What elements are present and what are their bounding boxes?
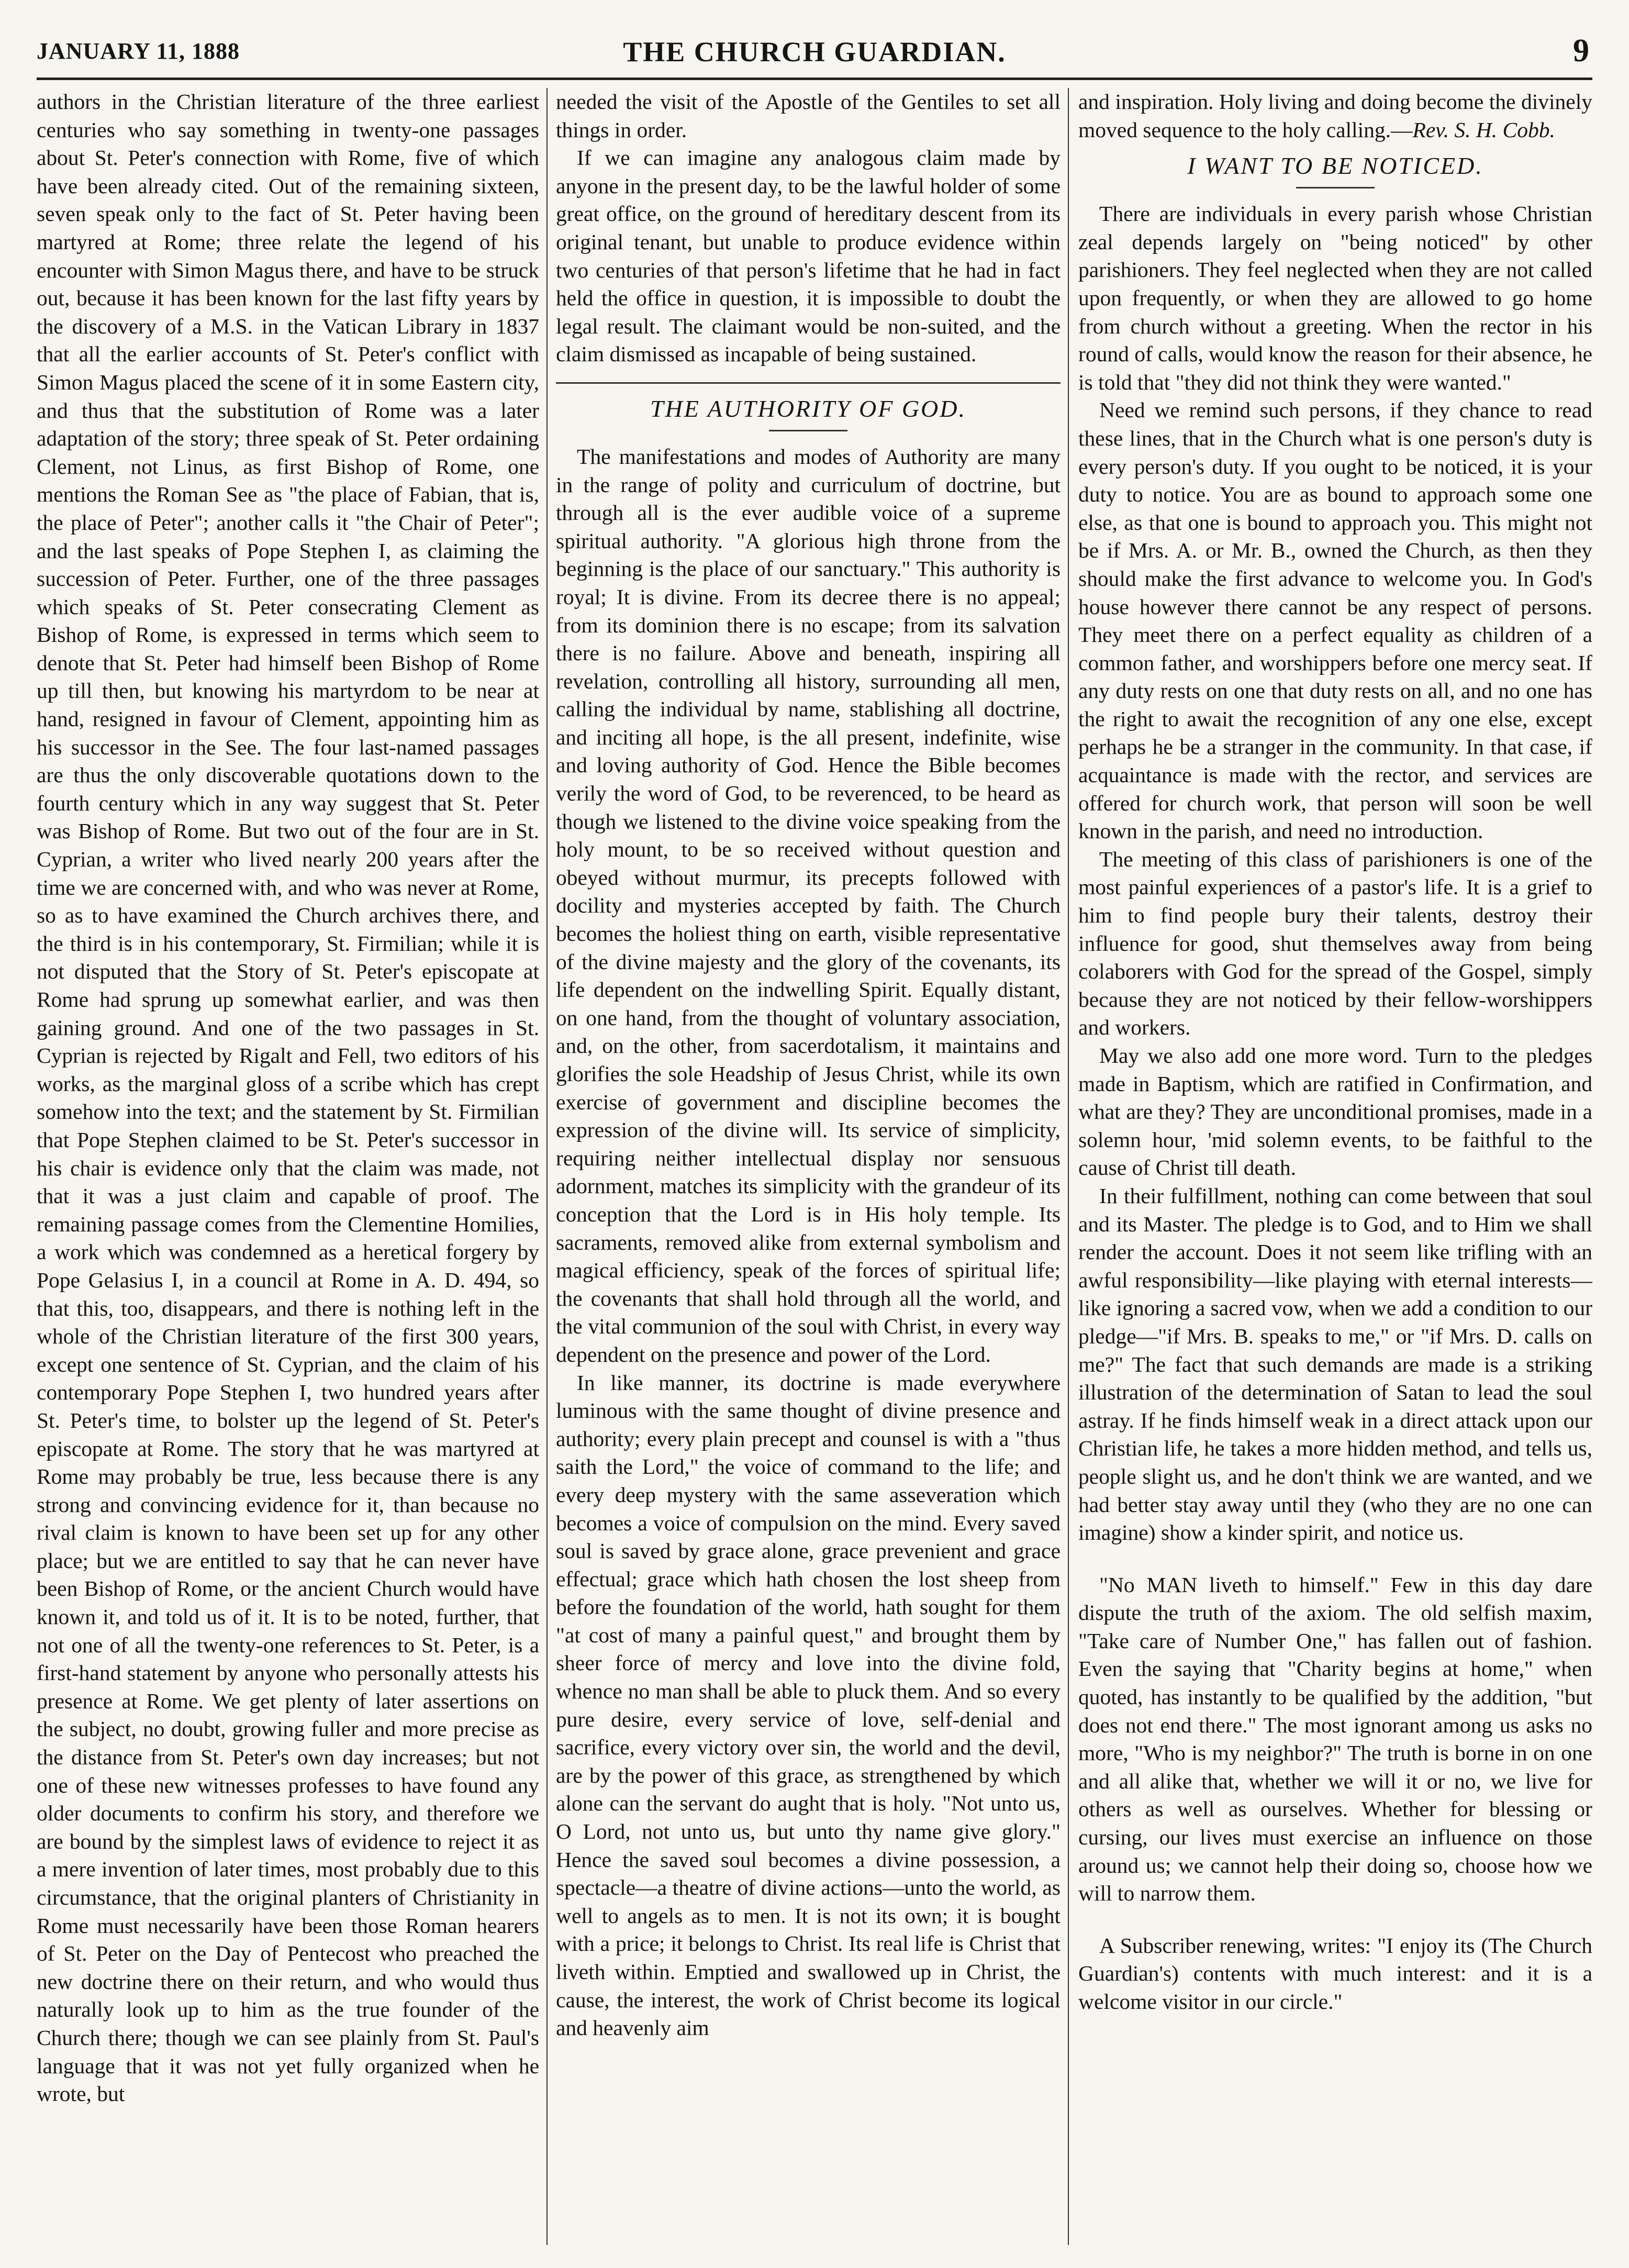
paragraph (1078, 88, 1592, 144)
paragraph: In like manner, its doctrine is made everywhere luminous with the same thought of divine presence and authority; every plain precept and counsel is with a "thus saith the Lord," the voice of command to the life; and every deep mystery with the same asseveration which becomes a voice of compulsion on the mind. Every saved soul is saved by grace alone, grace prevenient and grace effectual; grace which hath chosen the lost sheep from before the foundation of the world, hath sought for them "at cost of many a painful quest," and brought them by sheer force of mercy and love into the divine fold, whence no man shall be able to pluck them. And so every pure desire, every service of love, self-denial and sacrifice, every victory over sin, the world and the devil, are by the power of this grace, as strengthened by which alone can the servant do aught that is holy. "Not unto us, O Lord, not unto us, but unto thy name give glory." Hence the saved soul becomes a divine possession, a spectacle—a theatre of divine actions—unto the world, as well to angels as to men. It is not its own; it is bought with a price; it belongs to Christ. Its real life is Christ that liveth within. Emptied and swallowed up in Christ, the cause, the interest, the work of Christ become its logical and heavenly aim (556, 1370, 1061, 2040)
column-divider (546, 88, 548, 2245)
paragraph: Need we remind such persons, if they chance to read these lines, that in the Church what is one person's duty is every person's duty. If you ought to be noticed, it is your duty to notice. You are as bound to approach some one else, as that one is bound to approach you. This might not be if Mrs. A. or Mr. B., owned the Church, as then they should make the first advance to welcome you. In God's house however there cannot be any respect of persons. They meet there on a perfect equality as children of a common father, and worshippers before one mercy seat. If any duty rests on one that duty rests on all, and no one has the right to await the recognition of any one else, except perhaps he be a stranger in the community. In that case, if acquaintance is made with the rector, and services are offered for church work, that person will soon be well known in the parish, and need no introduction. (1078, 398, 1592, 843)
page-number: 9 (1573, 33, 1589, 69)
section-divider (556, 382, 1061, 384)
paragraph: "No MAN liveth to himself." Few in this day dare dispute the truth of the axiom. The old selfish maxim, "Take care of Number One," has fallen out of fashion. Even the saying that "Charity begins at home," when quoted, has instantly to be qualified by the addition, "but does not end there." The most ignorant among us asks no more, "Who is my neighbor?" The truth is borne in on one and all alike that, whether we will it or no, we live for others as well as ourselves. Whether for blessing or cursing, our lives must exercise an influence on those around us; we cannot help their doing so, choose how we will to narrow them. (1078, 1572, 1592, 1906)
heading-rule (1296, 187, 1375, 188)
paragraph: If we can imagine any analogous claim made by anyone in the present day, to be the lawful holder of some great office, on the ground of hereditary descent from its original tenant, but unable to produce evidence within two centuries of that person's lifetime that he had in fact held the office in question, it is impossible to doubt the legal result. The claimant would be non-suited, and the claim dismissed as incapable of being sustained. (556, 146, 1061, 366)
paragraph: May we also add one more word. Turn to the pledges made in Baptism, which are ratified in Confirmation, and what are they? They are unconditional promises, made in a solemn hour, 'mid solemn events, to be faithful to the cause of Christ till death. (1078, 1043, 1592, 1180)
paragraph: needed the visit of the Apostle of the Gentiles to set all things in order. (556, 90, 1061, 142)
column-divider (1068, 88, 1069, 2245)
masthead (37, 30, 1592, 80)
article-heading-authority-of-god: THE AUTHORITY OF GOD. (650, 395, 966, 422)
paragraph: The meeting of this class of parishioners is one of the most painful experiences of a pastor's life. It is a grief to him to find people bury their talents, destroy their influence for good, shut themselves away from being colaborers with God for the spread of the Gospel, simply because they are not noticed by their fellow-worshippers and workers. (1078, 847, 1592, 1040)
newspaper-title: THE CHURCH GUARDIAN. (623, 36, 1006, 68)
article-heading-want-to-be-noticed: I WANT TO BE NOTICED. (1187, 152, 1483, 180)
paragraph-text: and inspiration. Holy living and doing become the divinely moved sequence to the holy calling.— (1078, 90, 1592, 142)
column-3 (1078, 88, 1592, 2245)
heading-rule (769, 430, 847, 431)
spacer (1078, 1547, 1592, 1571)
article-continuation-text: authors in the Christian literature of the three earliest centuries who say something in twenty-one passages about St. Peter's connection with Rome, five of which have been already cited. Out of the remaining sixteen, seven speak only to the fact of St. Peter having been martyred at Rome; three relate the legend of his encounter with Simon Magus there, and have to be struck out, because it has been known for the last fifty years by the discovery of a M.S. in the Vatican Library in 1837 that all the earlier accounts of St. Peter's conflict with Simon Magus placed the scene of it in some Eastern city, and thus that the substitution of Rome was a later adaptation of the story; three speak of St. Peter ordaining Clement, not Linus, as first Bishop of Rome, one mentions the Roman See as "the place of Fabian, that is, the place of Peter"; another calls it "the Chair of Peter"; and the last speaks of Pope Stephen I, as claiming the succession of Peter. Further, one of the three passages which speaks of St. Peter consecrating Clement as Bishop of Rome, is expressed in terms which seem to denote that St. Peter had himself been Bishop of Rome up till then, but knowing his martyrdom to be near at hand, resigned in favour of Clement, appointing him as his successor in the See. The four last-named passages are thus the only discoverable quotations down to the fourth century which in any way suggest that St. Peter was Bishop of Rome. But two out of the four are in St. Cyprian, a writer who lived nearly 200 years after the time we are concerned with, and who was never at Rome, so as to have examined the Church archives there, and the third is in his contemporary, St. Firmilian; while it is not disputed that the Story of St. Peter's episcopate at Rome had sprung up somewhat earlier, and was then gaining ground. And one of the two passages in St. Cyprian is rejected by Rigalt and Fell, two editors of his works, as the marginal gloss of a scribe which has crept somehow into the text; and the statement by St. Firmilian that Pope Stephen claimed to be St. Peter's successor in his chair is evidence only that the claim was made, not that it was a just claim and capable of proof. The remaining passage comes from the Clementine Homilies, a work which was condemned as a heretical forgery by Pope Gelasius I, in a council at Rome in A. D. 494, so that this, too, disappears, and there is nothing left in the whole of the Christian literature of the first 300 years, except one sentence of St. Cyprian, and the claim of his contemporary Pope Stephen I, two hundred years after St. Peter's time, to bolster up the legend of St. Peter's episcopate at Rome. The story that he was martyred at Rome may probably be true, less because there is any strong and convincing evidence for it, than because no rival claim is known to have been set up for any other place; but we are entitled to say that he can never have been Bishop of Rome, or the ancient Church would have known it, and told us of it. It is to be noted, further, that not one of all the twenty-one references to St. Peter, is a first-hand statement by anyone who personally attests his presence at Rome. We get plenty of later assertions on the subject, no doubt, growing fuller and more precise as the distance from St. Peter's own day increases; but not one of these new witnesses professes to have found any older documents to confirm his story, and therefore we are bound by the simplest laws of evidence to reject it as a mere invention of later times, most probably due to this circumstance, that the original planters of Christianity in Rome must necessarily have been those Roman hearers of St. Peter on the Day of Pentecost who preached the new doctrine there on their return, and who would thus naturally look up to him as the true founder of the Church there; though we can see plainly from St. Paul's language that it was not yet fully organized when he wrote, but (37, 90, 539, 2106)
column-1 (37, 88, 539, 2245)
author-signature: Rev. S. H. Cobb. (1412, 117, 1555, 142)
paragraph: In their fulfillment, nothing can come between that soul and its Master. The pledge is to God, and to Him we shall render the account. Does it not seem like trifling with an awful responsibility—like playing with eternal interests—like ignoring a sacred vow, when we add a condition to our pledge—"if Mrs. B. speaks to me," or "if Mrs. D. calls on me?" The fact that such demands are made is a striking illustration of the determination of Satan to lead the soul astray. If he finds himself weak in a direct attack upon our Christian life, he takes a more hidden method, and tells us, people slight us, and he don't think we are wanted, and we had better stay away until they (who they are no one can imagine) show a kinder spirit, and notice us. (1078, 1183, 1592, 1545)
spacer (1078, 1908, 1592, 1932)
subscriber-note: A Subscriber renewing, writes: "I enjoy its (The Church Guardian's) contents with much interest: and it is a welcome visitor in our circle." (1078, 1933, 1592, 2014)
paragraph: There are individuals in every parish whose Christian zeal depends largely on "being noticed" by other parishioners. They feel neglected when they are not called upon frequently, or when they are allowed to go home from church without a greeting. When the rector in his round of calls, would know the reason for their absence, he is told that "they did not think they were wanted." (1078, 202, 1592, 394)
paragraph: The manifestations and modes of Authority are many in the range of polity and curriculum of doctrine, but through all is the ever audible voice of a supreme spiritual authority. "A glorious high throne from the beginning is the place of our sanctuary." This authority is royal; It is divine. From its decree there is no appeal; from its dominion there is no escape; from its salvation there is no failure. Above and beneath, inspiring all revelation, controlling all history, surrounding all men, calling the individual by name, stablishing all doctrine, and inciting all hope, is the all present, indefinite, wise and loving authority of God. Hence the Bible becomes verily the word of God, to be reverenced, to be heard as though we listened to the divine voice speaking from the holy mount, to be so received without question and obeyed without murmur, its precepts followed with docility and mysteries accepted by faith. The Church becomes the holiest thing on earth, visible representative of the divine majesty and the glory of the covenants, its life dependent on the indwelling Spirit. Equally distant, on one hand, from the thought of voluntary association, and, on the other, from sacerdotalism, it maintains and glorifies the sole Headship of Jesus Christ, while its own exercise of government and discipline becomes the expression of the divine will. Its service of simplicity, requiring neither intellectual display nor sensuous adornment, matches its simplicity with the grandeur of its conception that the Lord is in His holy temple. Its sacraments, removed alike from external symbolism and magical efficiency, speak of the forces of spiritual life; the covenants that shall hold through all the world, and the vital communion of the soul with Christ, in every way dependent on the presence and power of the Lord. (556, 444, 1061, 1366)
issue-date: JANUARY 11, 1888 (37, 38, 240, 64)
column-2 (556, 88, 1061, 2245)
